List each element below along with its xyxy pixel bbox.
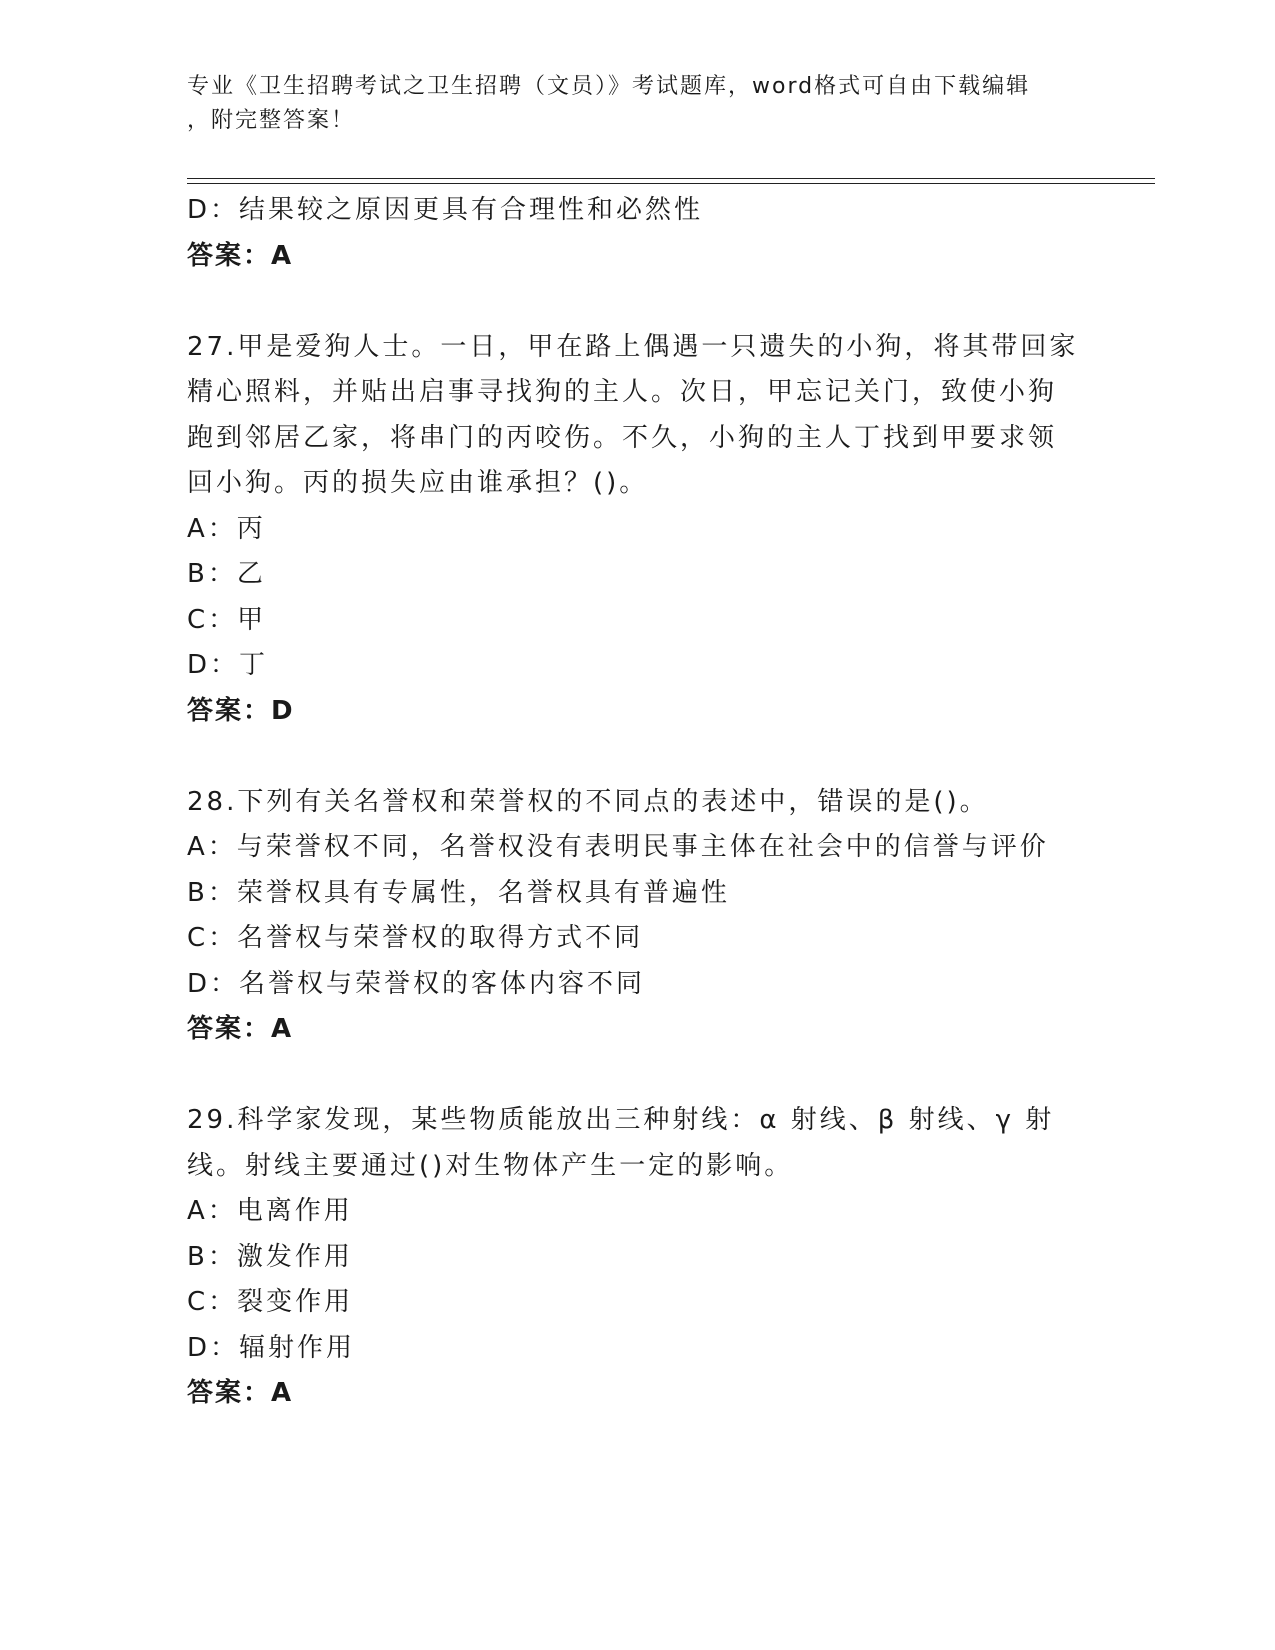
header-divider xyxy=(187,178,1155,184)
option-a: A：与荣誉权不同，名誉权没有表明民事主体在社会中的信誉与评价 xyxy=(187,832,1049,862)
header-line-2: ，附完整答案！ xyxy=(187,108,356,133)
question-text-line: 回小狗。丙的损失应由谁承担？()。 xyxy=(187,468,649,498)
page-header xyxy=(187,70,1087,138)
question-text-line: 27.甲是爱狗人士。一日，甲在路上偶遇一只遗失的小狗，将其带回家 xyxy=(187,331,1079,362)
answer-line: 答案：A xyxy=(187,1014,294,1044)
option-d: D：结果较之原因更具有合理性和必然性 xyxy=(187,195,704,225)
question-text-line: 线。射线主要通过()对生物体产生一定的影响。 xyxy=(187,1150,794,1181)
question-text-line: 28.下列有关名誉权和荣誉权的不同点的表述中，错误的是()。 xyxy=(187,786,989,817)
option-d: D：丁 xyxy=(187,650,269,680)
answer-line: 答案：A xyxy=(187,240,294,271)
answer-line: 答案：A xyxy=(187,1378,294,1408)
answer-line: 答案：D xyxy=(187,695,295,726)
option-c: C：甲 xyxy=(187,604,267,635)
question-text-line: 29.科学家发现，某些物质能放出三种射线：α 射线、β 射线、γ 射 xyxy=(187,1105,1055,1135)
question-29 xyxy=(187,1098,1087,1417)
spacer xyxy=(187,734,1087,780)
question-text-line: 精心照料，并贴出启事寻找狗的主人。次日，甲忘记关门，致使小狗 xyxy=(187,377,1058,407)
option-b: B：荣誉权具有专属性，名誉权具有普遍性 xyxy=(187,877,730,908)
question-27 xyxy=(187,325,1087,735)
header-line-1: 专业《卫生招聘考试之卫生招聘（文员）》考试题库，word格式可自由下载编辑 xyxy=(187,74,1031,99)
question-28 xyxy=(187,780,1087,1053)
option-c: C：裂变作用 xyxy=(187,1287,354,1317)
option-a: A：电离作用 xyxy=(187,1196,353,1226)
question-text-line: 跑到邻居乙家，将串门的丙咬伤。不久，小狗的主人丁找到甲要求领 xyxy=(187,422,1058,453)
option-a: A：丙 xyxy=(187,513,266,544)
question-list xyxy=(187,188,1087,1417)
spacer xyxy=(187,1053,1087,1099)
option-d: D：辐射作用 xyxy=(187,1332,356,1363)
option-b: B：乙 xyxy=(187,559,266,589)
option-d: D：名誉权与荣誉权的客体内容不同 xyxy=(187,968,646,999)
spacer xyxy=(187,279,1087,325)
option-c: C：名誉权与荣誉权的取得方式不同 xyxy=(187,923,644,953)
option-b: B：激发作用 xyxy=(187,1241,353,1272)
